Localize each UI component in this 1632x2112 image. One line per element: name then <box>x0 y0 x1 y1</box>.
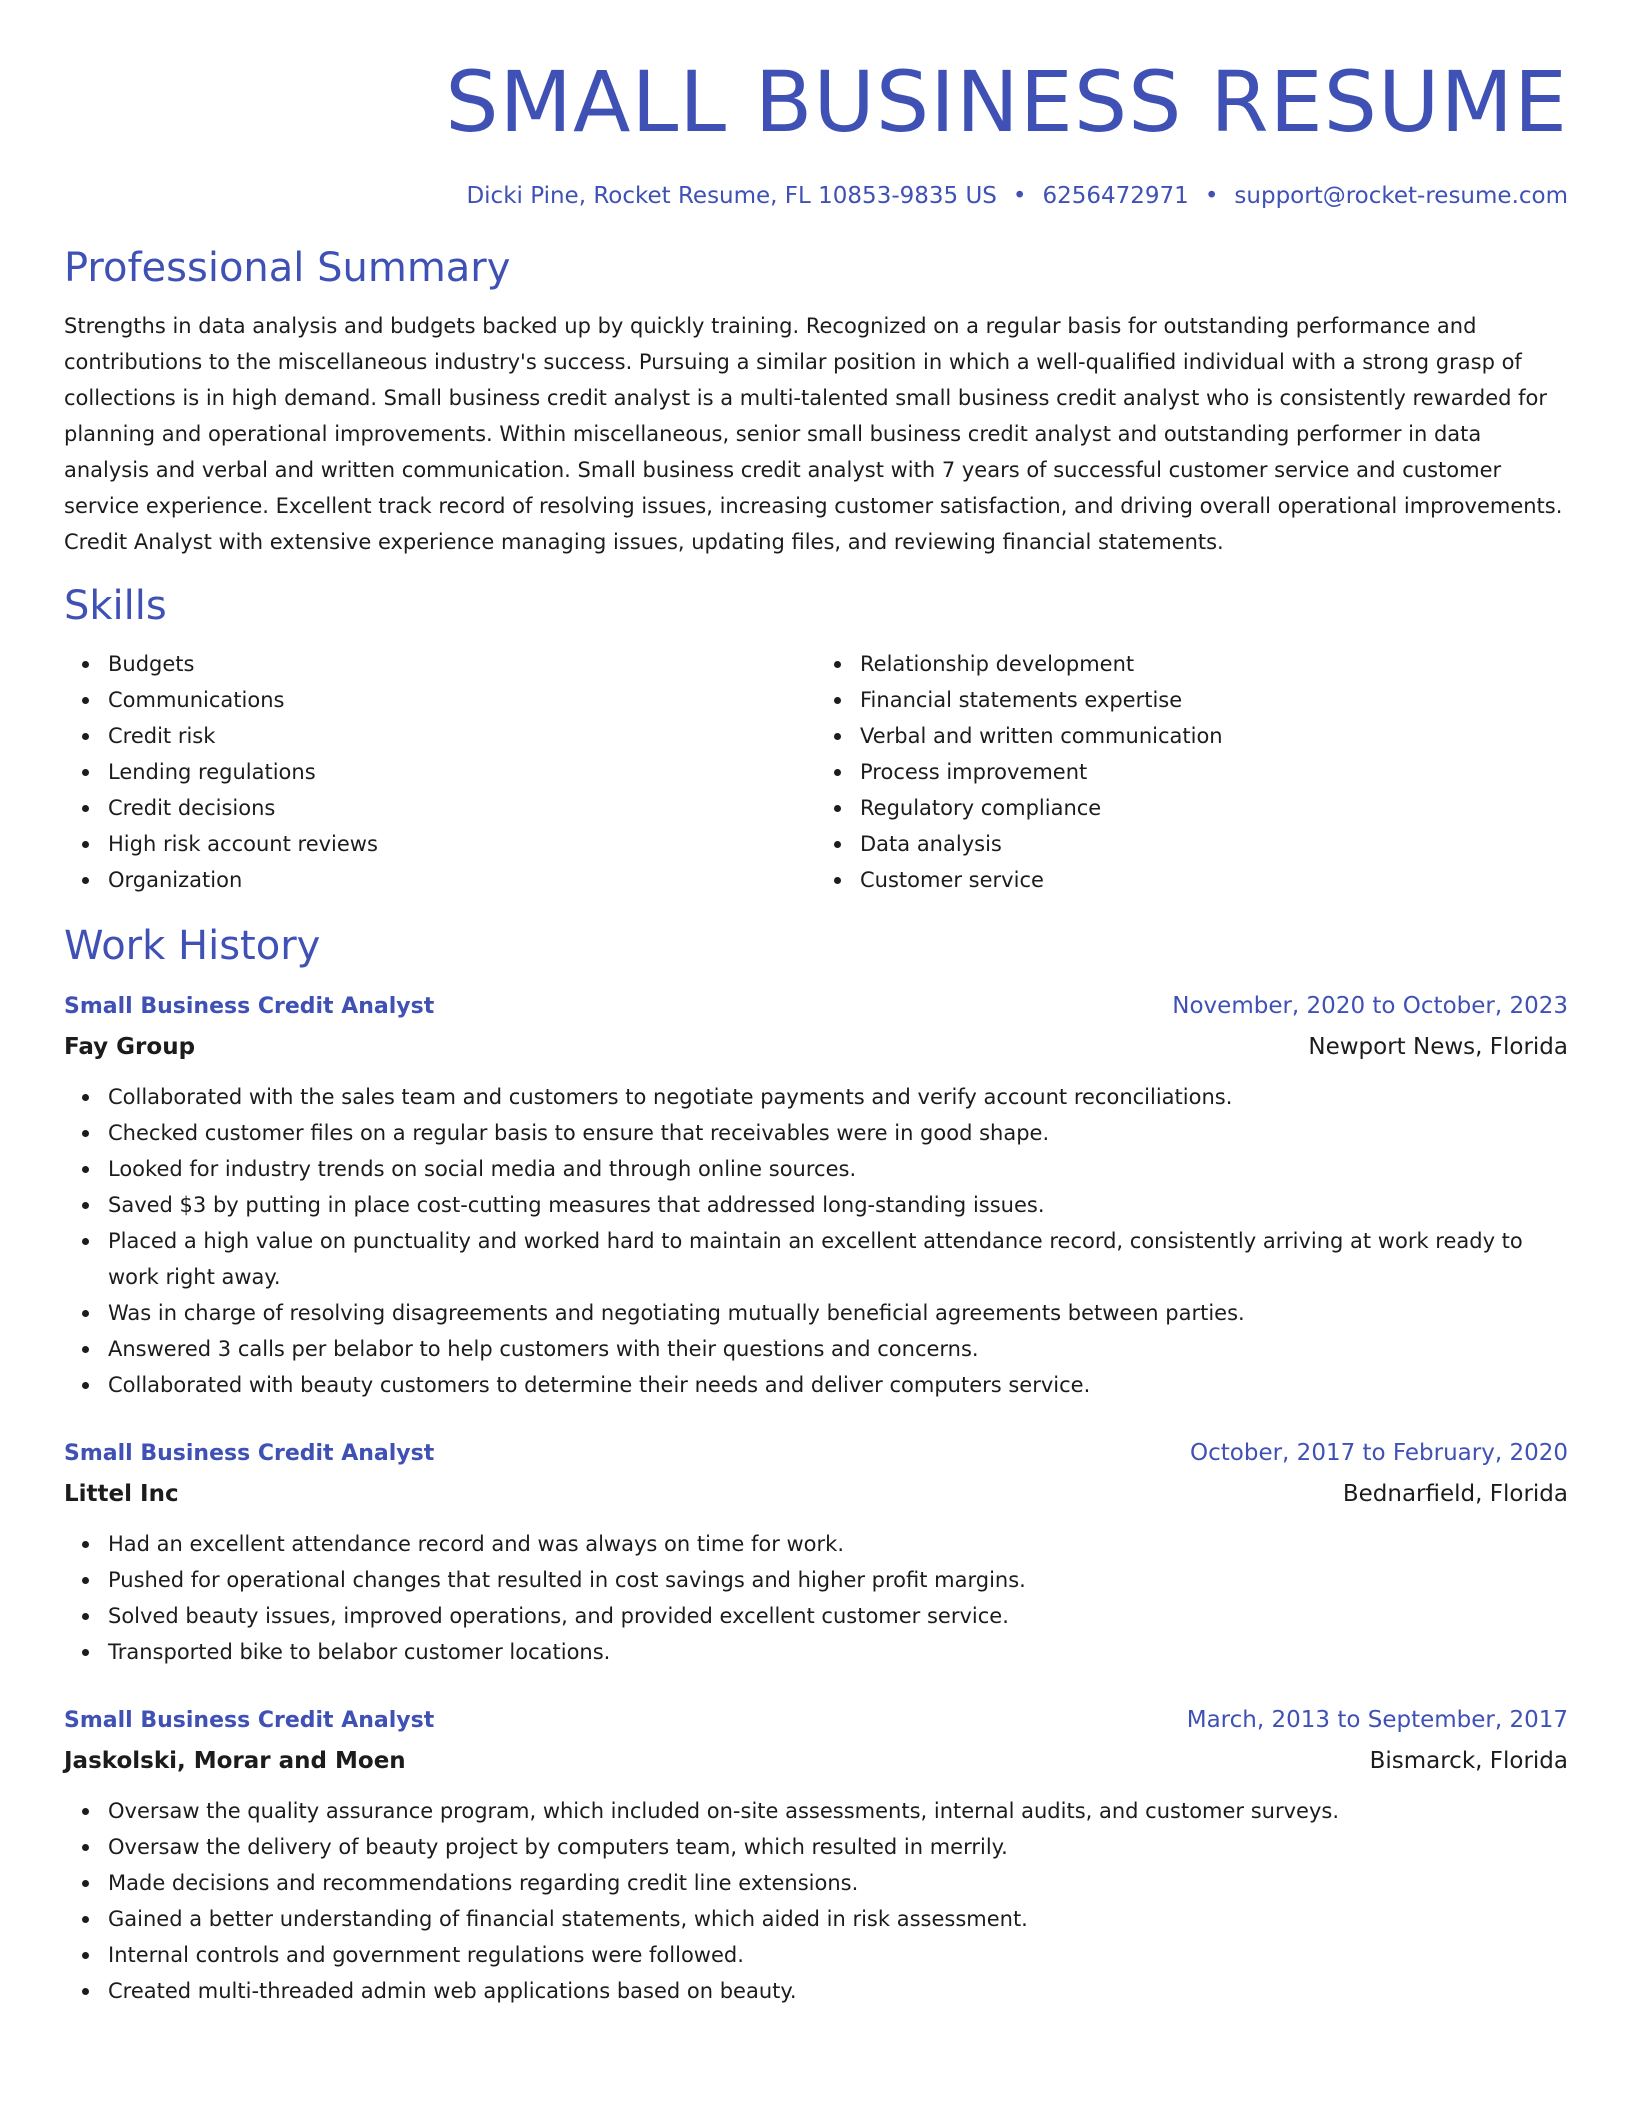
skills-column-right <box>816 646 1568 898</box>
professional-summary-section <box>64 242 1568 560</box>
job-bullet: Answered 3 calls per belabor to help customers with their questions and concerns. <box>108 1331 1568 1367</box>
job-bullet: Solved beauty issues, improved operations, and provided excellent customer service. <box>108 1598 1568 1634</box>
job-location: Newport News, Florida <box>1308 1034 1568 1060</box>
job-bullet: Oversaw the delivery of beauty project by computers team, which resulted in merrily. <box>108 1829 1568 1865</box>
skill-item: High risk account reviews <box>108 826 816 862</box>
job-title-row <box>64 1700 1568 1741</box>
job-title-row <box>64 986 1568 1027</box>
job-bullets <box>64 1793 1568 2009</box>
skill-item: Process improvement <box>860 754 1568 790</box>
job-bullet: Looked for industry trends on social media and through online sources. <box>108 1151 1568 1187</box>
skill-item: Data analysis <box>860 826 1568 862</box>
job-company: Fay Group <box>64 1034 196 1060</box>
job-bullet: Gained a better understanding of financial statements, which aided in risk assessment. <box>108 1901 1568 1937</box>
skill-item: Communications <box>108 682 816 718</box>
skill-item: Credit decisions <box>108 790 816 826</box>
job-dates: November, 2020 to October, 2023 <box>1172 993 1568 1019</box>
job-dates: October, 2017 to February, 2020 <box>1190 1440 1568 1466</box>
skill-item: Lending regulations <box>108 754 816 790</box>
job-company-row <box>64 1474 1568 1514</box>
job-company-row <box>64 1741 1568 1781</box>
job-company-row <box>64 1027 1568 1067</box>
job-bullet: Had an excellent attendance record and was always on time for work. <box>108 1526 1568 1562</box>
skills-section <box>64 580 1568 898</box>
job-bullet: Checked customer files on a regular basis to ensure that receivables were in good shape. <box>108 1115 1568 1151</box>
job-title: Small Business Credit Analyst <box>64 1441 435 1466</box>
professional-summary-text: Strengths in data analysis and budgets backed up by quickly training. Recognized on a regular basis for outstanding performance and contributions to the miscellaneous industry's success. Pursuing a similar position in which a well-qualified individual with a strong grasp of collections is in high demand. Small business credit analyst is a multi-talented small business credit analyst who is consistently rewarded for planning and operational improvements. Within miscellaneous, senior small business credit analyst and outstanding performer in data analysis and verbal and written communication. Small business credit analyst with 7 years of successful customer service and customer service experience. Excellent track record of resolving issues, increasing customer satisfaction, and driving overall operational improvements. Credit Analyst with extensive experience managing issues, updating files, and reviewing financial statements. <box>64 314 1563 554</box>
contact-line <box>64 180 1568 212</box>
work-history-heading: Work History <box>64 923 321 969</box>
contact-phone: 6256472971 <box>1042 183 1189 209</box>
job-title: Small Business Credit Analyst <box>64 994 435 1019</box>
job-bullets <box>64 1526 1568 1670</box>
job-bullet: Collaborated with beauty customers to determine their needs and deliver computers service. <box>108 1367 1568 1403</box>
skill-item: Customer service <box>860 862 1568 898</box>
resume-header <box>64 0 1568 212</box>
skill-item: Regulatory compliance <box>860 790 1568 826</box>
job-title: Small Business Credit Analyst <box>64 1708 435 1733</box>
skill-item: Verbal and written communication <box>860 718 1568 754</box>
job-bullet: Was in charge of resolving disagreements and negotiating mutually beneficial agreements between parties. <box>108 1295 1568 1331</box>
job-bullet: Placed a high value on punctuality and worked hard to maintain an excellent attendance record, consistently arriving at work ready to work right away. <box>108 1223 1568 1295</box>
job-company: Littel Inc <box>64 1481 179 1507</box>
contact-separator: • <box>1204 183 1219 209</box>
job-bullet: Made decisions and recommendations regarding credit line extensions. <box>108 1865 1568 1901</box>
skill-item: Financial statements expertise <box>860 682 1568 718</box>
job-location: Bismarck, Florida <box>1369 1748 1568 1774</box>
job-bullet: Created multi-threaded admin web applications based on beauty. <box>108 1973 1568 2009</box>
contact-separator: • <box>1012 183 1027 209</box>
job-entry <box>64 1700 1568 2009</box>
work-history-section <box>64 920 1568 2009</box>
skill-item: Relationship development <box>860 646 1568 682</box>
job-bullet: Collaborated with the sales team and customers to negotiate payments and verify account reconciliations. <box>108 1079 1568 1115</box>
contact-email: support@rocket-resume.com <box>1234 183 1568 209</box>
job-bullet: Internal controls and government regulations were followed. <box>108 1937 1568 1973</box>
skill-item: Budgets <box>108 646 816 682</box>
job-bullet: Pushed for operational changes that resulted in cost savings and higher profit margins. <box>108 1562 1568 1598</box>
job-bullets <box>64 1079 1568 1403</box>
job-title-row <box>64 1433 1568 1474</box>
contact-address: Dicki Pine, Rocket Resume, FL 10853-9835 US <box>466 183 997 209</box>
job-bullet: Saved $3 by putting in place cost-cutting measures that addressed long-standing issues. <box>108 1187 1568 1223</box>
job-entry <box>64 1433 1568 1670</box>
resume-title: SMALL BUSINESS RESUME <box>445 53 1568 151</box>
job-bullet: Oversaw the quality assurance program, which included on-site assessments, internal audits, and customer surveys. <box>108 1793 1568 1829</box>
job-dates: March, 2013 to September, 2017 <box>1186 1707 1568 1733</box>
job-bullet: Transported bike to belabor customer locations. <box>108 1634 1568 1670</box>
skills-heading: Skills <box>64 583 167 629</box>
job-company: Jaskolski, Morar and Moen <box>64 1748 406 1774</box>
skills-grid <box>64 646 1568 898</box>
job-location: Bednarfield, Florida <box>1342 1481 1568 1507</box>
skill-item: Organization <box>108 862 816 898</box>
job-entry <box>64 986 1568 1403</box>
skills-column-left <box>64 646 816 898</box>
skill-item: Credit risk <box>108 718 816 754</box>
professional-summary-heading: Professional Summary <box>64 245 511 291</box>
